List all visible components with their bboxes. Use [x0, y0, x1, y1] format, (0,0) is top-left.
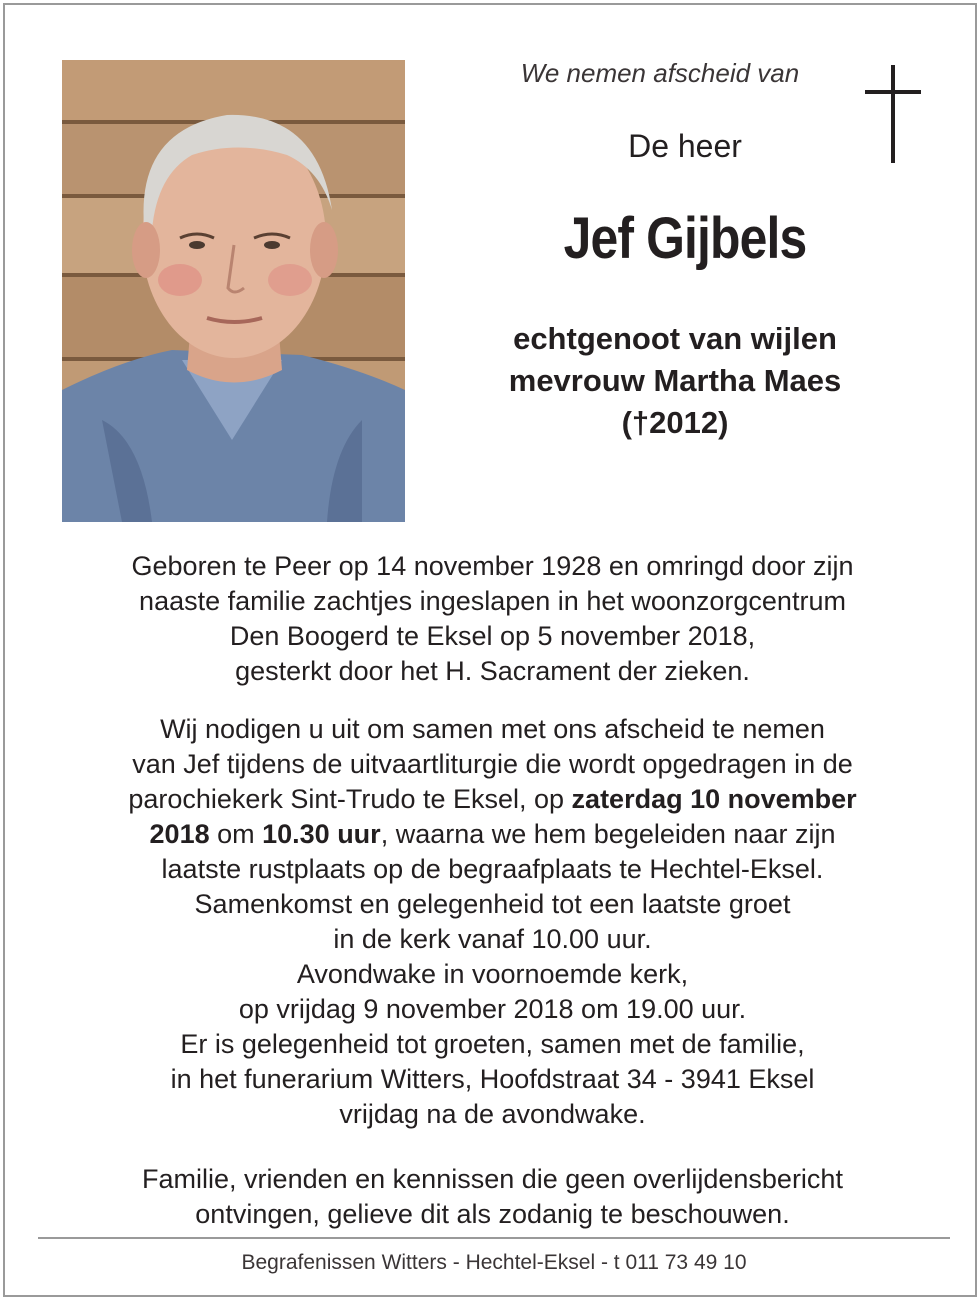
- paragraph-line: [45, 817, 940, 852]
- funeral-home-footer: Begrafenissen Witters - Hechtel-Eksel - t 011 73 49 10: [241, 1251, 747, 1274]
- portrait-image: [62, 60, 405, 522]
- paragraph-line: [45, 782, 940, 817]
- line-text: , waarna we hem begeleiden naar zijn: [380, 819, 836, 849]
- paragraph-line: op vrijdag 9 november 2018 om 19.00 uur.: [238, 994, 747, 1024]
- paragraph-line: in de kerk vanaf 10.00 uur.: [333, 924, 652, 954]
- paragraph-line: Avondwake in voornoemde kerk,: [296, 959, 689, 989]
- paragraph-line: Den Boogerd te Eksel op 5 november 2018,: [229, 621, 756, 651]
- line-text: parochiekerk Sint-Trudo te Eksel, op: [128, 784, 572, 814]
- paragraph-line: van Jef tijdens de uitvaartliturgie die wordt opgedragen in de: [132, 749, 853, 779]
- paragraph-line: in het funerarium Witters, Hoofdstraat 34 - 3941 Eksel: [170, 1064, 815, 1094]
- deceased-name: Jef Gijbels: [563, 206, 807, 271]
- spouse-line: (†2012): [621, 405, 729, 440]
- paragraph-line: vrijdag na de avondwake.: [339, 1099, 646, 1129]
- funeral-date: zaterdag 10 november: [571, 784, 857, 814]
- paragraph-line: ontvingen, gelieve dit als zodanig te beschouwen.: [195, 1199, 790, 1229]
- paragraph-line: Samenkomst en gelegenheid tot een laatste groet: [194, 889, 791, 919]
- funeral-details-paragraph: [45, 712, 940, 1132]
- obituary-card: [3, 3, 977, 1297]
- funeral-time: 10.30 uur: [262, 819, 381, 849]
- title-prefix: De heer: [628, 128, 742, 164]
- paragraph-line: Er is gelegenheid tot groeten, samen met de familie,: [180, 1029, 805, 1059]
- closing-paragraph: [45, 1162, 940, 1232]
- paragraph-line: Familie, vrienden en kennissen die geen overlijdensbericht: [142, 1164, 843, 1194]
- line-text: om: [209, 819, 263, 849]
- portrait-photo: [62, 60, 405, 522]
- footer-divider: [38, 1237, 950, 1239]
- spouse-line: echtgenoot van wijlen: [513, 321, 837, 356]
- paragraph-line: laatste rustplaats op de begraafplaats te Hechtel-Eksel.: [161, 854, 824, 884]
- paragraph-line: naaste familie zachtjes ingeslapen in het woonzorgcentrum: [139, 586, 846, 616]
- birth-death-paragraph: [45, 549, 940, 689]
- intro-text: We nemen afscheid van: [520, 58, 800, 88]
- paragraph-line: Wij nodigen u uit om samen met ons afscheid te nemen: [160, 714, 825, 744]
- paragraph-line: gesterkt door het H. Sacrament der zieken.: [235, 656, 750, 686]
- funeral-year: 2018: [149, 819, 210, 849]
- paragraph-line: Geboren te Peer op 14 november 1928 en omringd door zijn: [131, 551, 854, 581]
- spouse-info: [445, 318, 905, 444]
- spouse-line: mevrouw Martha Maes: [508, 363, 842, 398]
